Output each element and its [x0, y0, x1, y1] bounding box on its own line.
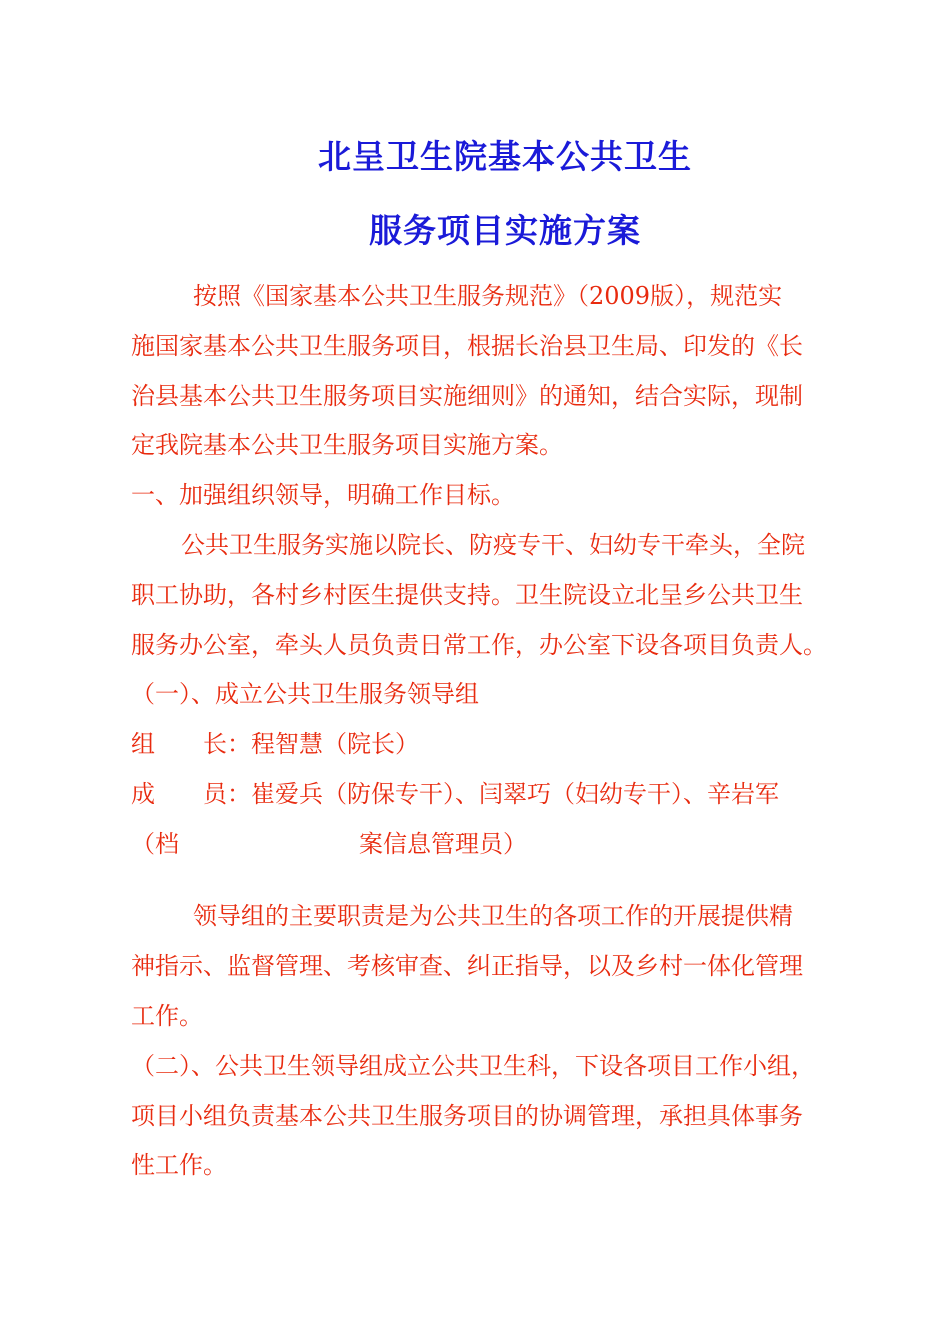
subsection-heading-2: （二）、公共卫生领导组成立公共卫生科，下设各项目工作小组， [131, 1052, 815, 1080]
group-members-continued-start: （档 [131, 830, 179, 858]
paragraph-2-line-3: 服务办公室，牵头人员负责日常工作，办公室下设各项目负责人。 [131, 631, 827, 659]
section-heading-1: 一、加强组织领导，明确工作目标。 [131, 481, 515, 509]
document-title-line-1: 北呈卫生院基本公共卫生 [318, 137, 692, 176]
group-members-line: 成 员：崔爱兵（防保专干）、闫翠巧（妇幼专干）、辛岩军 [131, 780, 779, 808]
paragraph-1-line-2: 施国家基本公共卫生服务项目，根据长治县卫生局、印发的《长 [131, 332, 803, 360]
paragraph-2-line-2: 职工协助，各村乡村医生提供支持。卫生院设立北呈乡公共卫生 [131, 581, 803, 609]
paragraph-4-line-2: 性工作。 [131, 1151, 227, 1179]
paragraph-3-line-2: 神指示、监督管理、考核审查、纠正指导，以及乡村一体化管理 [131, 952, 803, 980]
paragraph-3-line-1: 领导组的主要职责是为公共卫生的各项工作的开展提供精 [193, 902, 793, 930]
document-title-line-2: 服务项目实施方案 [369, 211, 641, 250]
paragraph-4-line-1: 项目小组负责基本公共卫生服务项目的协调管理，承担具体事务 [131, 1102, 803, 1130]
group-leader-line: 组 长：程智慧（院长） [131, 730, 419, 758]
paragraph-3-line-3: 工作。 [131, 1002, 203, 1030]
paragraph-2-line-1: 公共卫生服务实施以院长、防疫专干、妇幼专干牵头，全院 [181, 531, 805, 559]
group-members-continued-end: 案信息管理员） [359, 830, 527, 858]
paragraph-1-line-1: 按照《国家基本公共卫生服务规范》（2009版），规范实 [193, 282, 783, 310]
subsection-heading-1: （一）、成立公共卫生服务领导组 [131, 680, 479, 708]
paragraph-1-line-3: 治县基本公共卫生服务项目实施细则》的通知，结合实际，现制 [131, 382, 803, 410]
paragraph-1-line-4: 定我院基本公共卫生服务项目实施方案。 [131, 431, 563, 459]
